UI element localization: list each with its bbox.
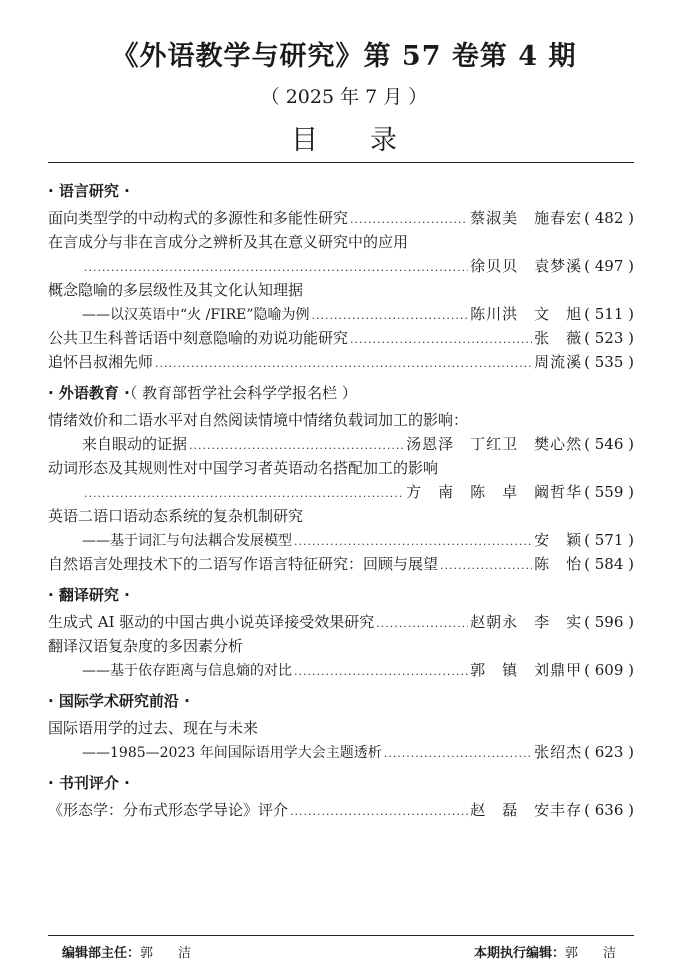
- article-authors: 蔡淑美 施春宏: [470, 209, 583, 227]
- section-title-text: · 书刊评介 ·: [48, 774, 130, 792]
- dot-leader: [350, 328, 532, 352]
- toc-entry-line: [48, 552, 634, 576]
- toc-entry-line: [48, 658, 634, 682]
- section-title: [48, 382, 634, 404]
- article-title: 《形态学：分布式形态学导论》评介: [48, 801, 289, 819]
- article-authors: 赵 磊 安丰存: [470, 801, 583, 819]
- article-title: 在言成分与非在言成分之辨析及其在意义研究中的应用: [48, 233, 409, 251]
- dot-leader: [294, 530, 532, 554]
- toc-entry-line: [48, 634, 634, 658]
- page-number: ( 636 ): [584, 801, 634, 819]
- section-title: [48, 690, 634, 712]
- section-note: （ 教育部哲学社会科学学报名栏 ）: [129, 384, 357, 402]
- footer: [62, 942, 622, 961]
- exec-editor-name: 郭 洁: [564, 946, 622, 961]
- dot-leader: [84, 482, 404, 506]
- article-title: 翻译汉语复杂度的多因素分析: [48, 637, 244, 655]
- article-title: 情绪效价和二语水平对自然阅读情境中情绪负载词加工的影响：: [48, 411, 469, 429]
- dot-leader: [84, 256, 468, 280]
- article-authors: 汤恩泽 丁红卫 樊心然: [406, 435, 583, 453]
- dot-leader: [189, 434, 404, 458]
- page-number: ( 546 ): [584, 435, 634, 453]
- toc-entry-line: [48, 206, 634, 230]
- article-subtitle: ——以汉英语中“火 /FIRE”隐喻为例: [82, 307, 310, 323]
- page-number: ( 584 ): [584, 555, 634, 573]
- editor-name: 郭 洁: [140, 946, 198, 961]
- article-authors: 郭 镇 刘鼎甲: [470, 661, 583, 679]
- article-title: 动词形态及其规则性对中国学习者英语动名搭配加工的影响: [48, 459, 439, 477]
- article-subtitle: ——基于词汇与句法耦合发展模型: [82, 533, 292, 549]
- toc-entry-line: [48, 610, 634, 634]
- toc-entry-line: [48, 456, 634, 480]
- toc-entry-line: [48, 798, 634, 822]
- page-number: ( 523 ): [584, 329, 634, 347]
- dot-leader: [290, 800, 468, 824]
- section-title-text: · 外语教育 ·: [48, 384, 130, 402]
- page-number: ( 559 ): [584, 483, 634, 501]
- dot-leader: [376, 612, 468, 636]
- article-authors: 安 颖: [534, 531, 583, 549]
- article-authors: 张绍杰: [534, 743, 583, 761]
- toc-entry-line: [48, 408, 634, 432]
- article-title: 概念隐喻的多层级性及其文化认知理据: [48, 281, 304, 299]
- table-of-contents: [48, 180, 634, 822]
- page-number: ( 609 ): [584, 661, 634, 679]
- section-title: [48, 772, 634, 794]
- toc-heading: 目录: [291, 125, 449, 156]
- article-title: 公共卫生科普话语中刻意隐喻的劝说功能研究: [48, 329, 349, 347]
- article-title: 自然语言处理技术下的二语写作语言特征研究：回顾与展望: [48, 555, 439, 573]
- article-title: 追怀吕叔湘先师: [48, 353, 154, 371]
- page-number: ( 623 ): [584, 743, 634, 761]
- editor-in-chief: [62, 942, 197, 961]
- dot-leader: [384, 742, 532, 766]
- dot-leader: [312, 304, 469, 328]
- toc-entry-line: [48, 302, 634, 326]
- issue-date: （ 2025 年 7 月 ）: [260, 86, 428, 108]
- section-title: [48, 180, 634, 202]
- toc-entry-line: [48, 278, 634, 302]
- article-authors: 陈川洪 文 旭: [470, 305, 583, 323]
- article-title: 英语二语口语动态系统的复杂机制研究: [48, 507, 304, 525]
- article-authors: 徐贝贝 袁梦溪: [470, 257, 583, 275]
- page-number: ( 571 ): [584, 531, 634, 549]
- toc-entry-line: [48, 326, 634, 350]
- toc-entry-line: [48, 528, 634, 552]
- dot-leader: [155, 352, 532, 376]
- bottom-divider: [48, 935, 634, 936]
- journal-title: 《外语教学与研究》第 57 卷第 4 期: [111, 41, 577, 72]
- toc-entry-line: [48, 480, 634, 504]
- article-authors: 赵朝永 李 实: [470, 613, 583, 631]
- section-title-text: · 国际学术研究前沿 ·: [48, 692, 190, 710]
- section-title: [48, 584, 634, 606]
- page-number: ( 596 ): [584, 613, 634, 631]
- article-authors: 周流溪: [534, 353, 583, 371]
- article-authors: 张 薇: [534, 329, 583, 347]
- toc-entry-line: [48, 740, 634, 764]
- toc-entry-line: [48, 432, 634, 456]
- toc-entry-line: [48, 716, 634, 740]
- toc-entry-line: [48, 504, 634, 528]
- section-title-text: · 翻译研究 ·: [48, 586, 130, 604]
- section-title-text: · 语言研究 ·: [48, 182, 130, 200]
- article-subtitle: ——1985—2023 年间国际语用学大会主题透析: [82, 745, 382, 761]
- executive-editor: [474, 942, 622, 961]
- top-divider: [48, 162, 634, 163]
- article-title: 生成式 AI 驱动的中国古典小说英译接受效果研究: [48, 613, 375, 631]
- dot-leader: [350, 208, 468, 232]
- article-title: 面向类型学的中动构式的多源性和多能性研究: [48, 209, 349, 227]
- article-subtitle: ——基于依存距离与信息熵的对比: [82, 663, 292, 679]
- toc-entry-line: [48, 254, 634, 278]
- article-title: 来自眼动的证据: [82, 435, 188, 453]
- article-authors: 陈 怡: [534, 555, 583, 573]
- page-number: ( 535 ): [584, 353, 634, 371]
- editor-label: 编辑部主任：: [62, 946, 141, 961]
- toc-entry-line: [48, 230, 634, 254]
- page-number: ( 482 ): [584, 209, 634, 227]
- dot-leader: [294, 660, 468, 684]
- page-number: ( 497 ): [584, 257, 634, 275]
- exec-editor-label: 本期执行编辑：: [473, 946, 565, 961]
- page-number: ( 511 ): [584, 305, 634, 323]
- dot-leader: [440, 554, 532, 578]
- article-title: 国际语用学的过去、现在与未来: [48, 719, 259, 737]
- toc-entry-line: [48, 350, 634, 374]
- article-authors: 方 南 陈 卓 阚哲华: [406, 483, 583, 501]
